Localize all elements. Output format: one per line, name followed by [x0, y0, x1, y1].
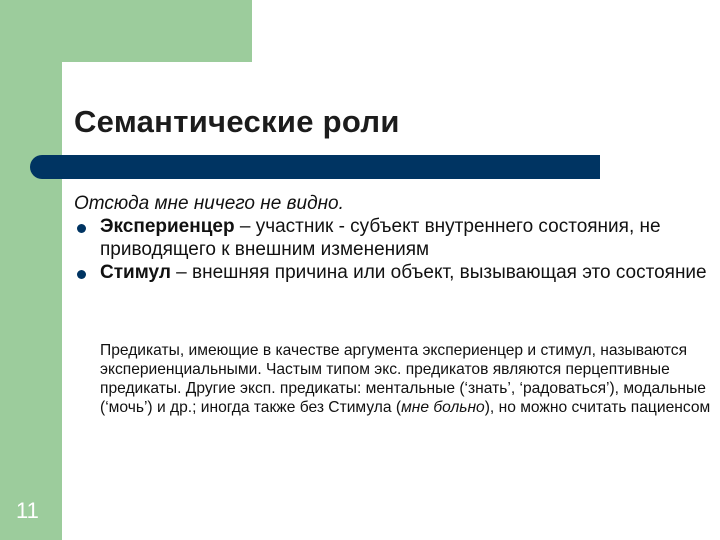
- bullet-stimulus: [74, 261, 714, 284]
- slide-body: [74, 192, 714, 284]
- page-number: 11: [16, 498, 39, 523]
- explanatory-note: [100, 341, 712, 417]
- note-text-start: Предикаты, имеющие в качестве аргумента экспериенцер и стимул, называются экспериенциальными. Частым типом экс. предикатов являются перцептивные предикаты. Другие эксп. предикаты: ментальные (‘знать’, ‘радоваться’), модальные (‘мочь’) и др.; иногда также без Стимула (: [100, 342, 706, 416]
- bullet-term: Экспериенцер: [100, 216, 235, 237]
- bullet-text: – участник - субъект внутреннего состояния, не приводящего к внешним изменениям: [100, 216, 661, 260]
- note-text-end: ), но можно считать пациенсом: [484, 399, 711, 416]
- bullet-text: – внешняя причина или объект, вызывающая это состояние: [170, 262, 707, 283]
- intro-sentence: Отсюда мне ничего не видно.: [74, 193, 344, 214]
- decorative-band-left: [0, 0, 62, 540]
- title-underline-bar: [30, 155, 600, 179]
- note-example: мне больно: [401, 399, 485, 416]
- bullet-experiencer: [74, 215, 714, 261]
- slide-title: Семантические роли: [74, 104, 400, 139]
- bullet-icon: [77, 224, 86, 233]
- bullet-term: Стимул: [100, 262, 171, 283]
- bullet-icon: [77, 270, 86, 279]
